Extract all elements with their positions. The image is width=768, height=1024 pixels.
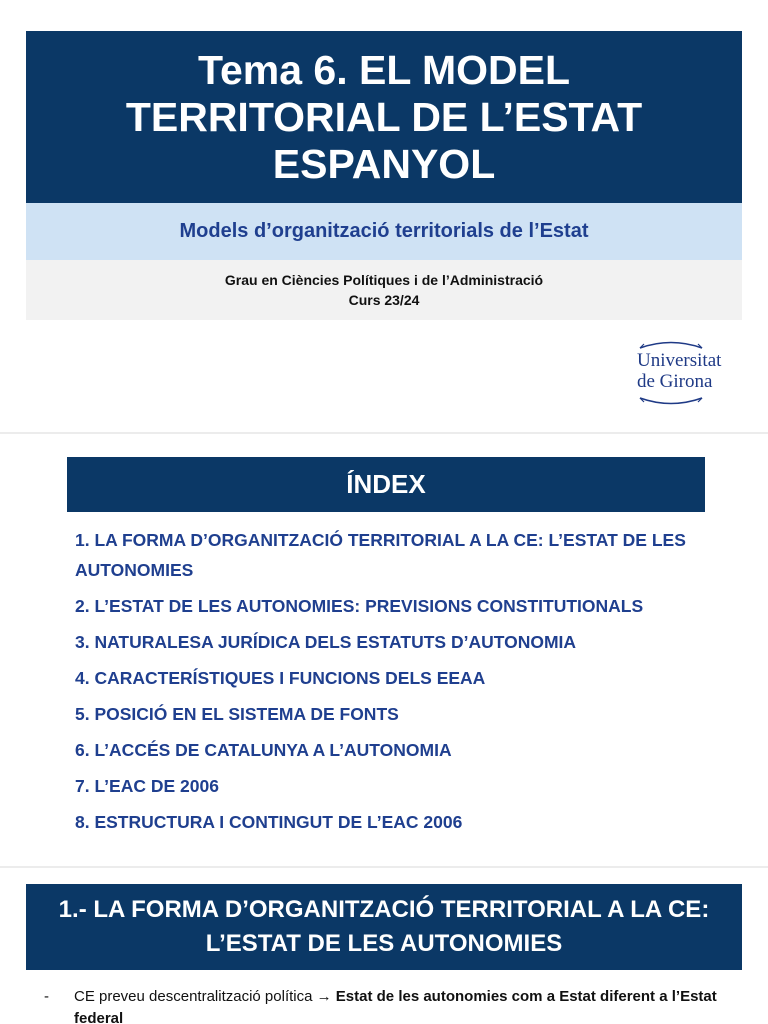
index-item-7[interactable]: 7. L’EAC DE 2006: [75, 776, 219, 796]
index-heading-banner: [67, 457, 705, 512]
logo-line-2: de Girona: [637, 371, 713, 392]
subtitle-banner: [26, 203, 742, 260]
index-item-5[interactable]: 5. POSICIÓ EN EL SISTEMA DE FONTS: [75, 704, 399, 724]
index-item-4[interactable]: 4. CARACTERÍSTIQUES I FUNCIONS DELS EEAA: [75, 668, 486, 688]
index-item-2[interactable]: 2. L’ESTAT DE LES AUTONOMIES: PREVISIONS CONSTITUTIONALS: [75, 596, 644, 616]
logo-line-1: Universitat: [637, 350, 722, 371]
bullet-dash: -: [44, 988, 49, 1005]
course-info: [26, 260, 742, 320]
bullet-text: [74, 986, 744, 1024]
section-1-slide: [0, 868, 768, 1024]
section-heading-banner: [26, 884, 742, 970]
degree-name: Grau en Ciències Polítiques i de l’Administració: [224, 272, 544, 288]
index-item-3[interactable]: 3. NATURALESA JURÍDICA DELS ESTATUTS D’AUTONOMIA: [75, 632, 577, 652]
index-heading: ÍNDEX: [346, 469, 426, 499]
slide-subtitle: Models d’organització territorials de l’Estat: [179, 220, 589, 242]
index-item-6[interactable]: 6. L’ACCÉS DE CATALUNYA A L’AUTONOMIA: [75, 740, 452, 760]
section-heading: 1.- LA FORMA D’ORGANITZACIÓ TERRITORIAL A LA CE: L’ESTAT DE LES AUTONOMIES: [58, 896, 710, 957]
index-slide: [0, 434, 768, 866]
bullet-plain-text: CE preveu descentralització política →: [74, 988, 336, 1005]
bullet-point: [44, 986, 744, 1024]
index-list: [67, 512, 705, 837]
cover-slide: [0, 0, 768, 432]
title-banner: [26, 31, 742, 203]
logo-top-arc-icon: [638, 340, 704, 350]
university-logo: [636, 340, 746, 410]
logo-bottom-arc-icon: [638, 396, 704, 408]
index-panel: [67, 512, 705, 836]
slide-title: Tema 6. EL MODEL TERRITORIAL DE L’ESTAT ESPANYOL: [125, 46, 643, 187]
bullet-bold-text: Estat de les autonomies com a Estat diferent a l’Estat federal: [74, 988, 717, 1024]
course-year: Curs 23/24: [348, 292, 420, 308]
index-item-8[interactable]: 8. ESTRUCTURA I CONTINGUT DE L’EAC 2006: [75, 812, 463, 832]
index-item-1[interactable]: 1. LA FORMA D’ORGANITZACIÓ TERRITORIAL A LA CE: L’ESTAT DE LES AUTONOMIES: [75, 530, 686, 580]
